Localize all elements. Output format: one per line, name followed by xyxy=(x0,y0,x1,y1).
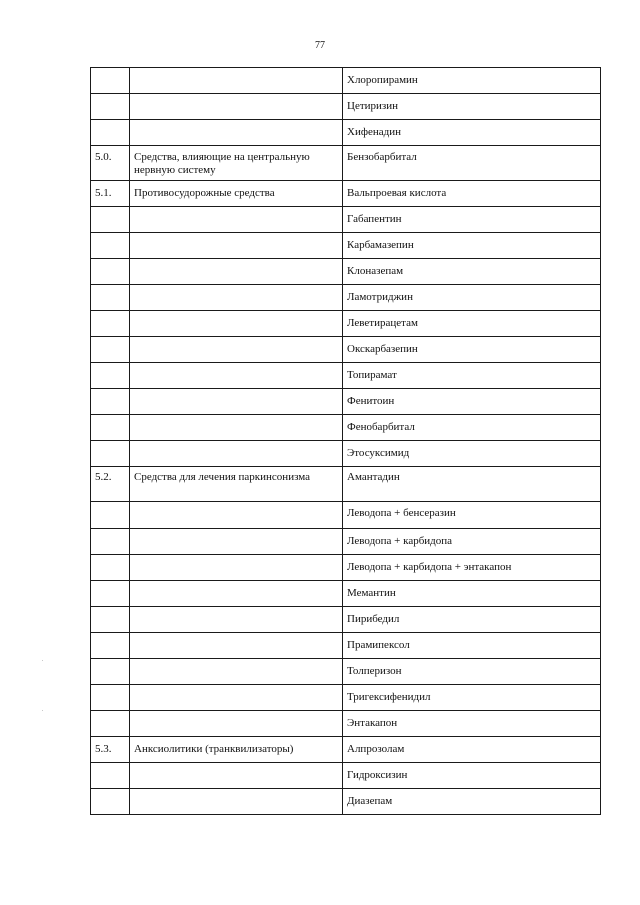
drug-group-cell: Средства, влияющие на центральную нервную систему xyxy=(130,146,343,181)
drug-name-cell: Окскарбазепин xyxy=(343,337,601,363)
section-number-cell xyxy=(91,311,130,337)
drug-name-cell: Габапентин xyxy=(343,207,601,233)
table-row xyxy=(91,94,601,120)
drug-name-cell: Фенобарбитал xyxy=(343,415,601,441)
drug-name-cell: Ламотриджин xyxy=(343,285,601,311)
drug-group-cell xyxy=(130,763,343,789)
table-row xyxy=(91,285,601,311)
table-row xyxy=(91,555,601,581)
section-number-cell xyxy=(91,363,130,389)
section-number-cell xyxy=(91,711,130,737)
drug-group-cell xyxy=(130,259,343,285)
table-row xyxy=(91,633,601,659)
section-number-cell xyxy=(91,529,130,555)
table-row xyxy=(91,68,601,94)
drug-group-cell xyxy=(130,581,343,607)
drug-name-cell: Этосуксимид xyxy=(343,441,601,467)
drug-group-cell xyxy=(130,68,343,94)
table-row xyxy=(91,120,601,146)
section-number-cell xyxy=(91,633,130,659)
section-number-cell xyxy=(91,68,130,94)
drug-name-cell: Вальпроевая кислота xyxy=(343,181,601,207)
section-number-cell xyxy=(91,659,130,685)
drug-group-cell xyxy=(130,789,343,815)
section-number-cell xyxy=(91,285,130,311)
drug-name-cell: Гидроксизин xyxy=(343,763,601,789)
table-row xyxy=(91,685,601,711)
drug-name-cell: Энтакапон xyxy=(343,711,601,737)
drug-group-cell xyxy=(130,363,343,389)
table-row xyxy=(91,737,601,763)
table-row xyxy=(91,181,601,207)
section-number-cell: 5.2. xyxy=(91,467,130,502)
table-row xyxy=(91,789,601,815)
drug-name-cell: Хлоропирамин xyxy=(343,68,601,94)
table-row xyxy=(91,467,601,502)
section-number-cell xyxy=(91,259,130,285)
table-row xyxy=(91,311,601,337)
section-number-cell xyxy=(91,763,130,789)
section-number-cell xyxy=(91,207,130,233)
drug-group-cell: Средства для лечения паркинсонизма xyxy=(130,467,343,502)
section-number-cell xyxy=(91,441,130,467)
section-number-cell xyxy=(91,389,130,415)
drug-group-cell xyxy=(130,502,343,529)
drug-name-cell: Цетиризин xyxy=(343,94,601,120)
drug-group-cell xyxy=(130,233,343,259)
table-row xyxy=(91,659,601,685)
drug-group-cell xyxy=(130,207,343,233)
drug-group-cell xyxy=(130,441,343,467)
drug-name-cell: Леводопа + карбидопа + энтакапон xyxy=(343,555,601,581)
section-number-cell xyxy=(91,120,130,146)
table-row xyxy=(91,337,601,363)
table-row xyxy=(91,146,601,181)
table-row xyxy=(91,529,601,555)
drug-group-cell xyxy=(130,311,343,337)
table-row xyxy=(91,441,601,467)
section-number-cell xyxy=(91,789,130,815)
drug-group-cell xyxy=(130,285,343,311)
table-row xyxy=(91,581,601,607)
section-number-cell xyxy=(91,555,130,581)
section-number-cell xyxy=(91,607,130,633)
drug-group-cell xyxy=(130,337,343,363)
section-number-cell: 5.1. xyxy=(91,181,130,207)
drug-name-cell: Хифенадин xyxy=(343,120,601,146)
table-row xyxy=(91,607,601,633)
drug-group-cell xyxy=(130,555,343,581)
section-number-cell xyxy=(91,502,130,529)
drug-name-cell: Леветирацетам xyxy=(343,311,601,337)
drug-group-cell xyxy=(130,529,343,555)
drug-name-cell: Фенитоин xyxy=(343,389,601,415)
drug-name-cell: Леводопа + карбидопа xyxy=(343,529,601,555)
table-row xyxy=(91,711,601,737)
section-number-cell xyxy=(91,233,130,259)
section-number-cell xyxy=(91,685,130,711)
drug-name-cell: Алпрозолам xyxy=(343,737,601,763)
drug-name-cell: Тригексифенидил xyxy=(343,685,601,711)
drug-group-cell xyxy=(130,711,343,737)
table-row xyxy=(91,363,601,389)
section-number-cell: 5.3. xyxy=(91,737,130,763)
table-row xyxy=(91,763,601,789)
drug-group-cell xyxy=(130,415,343,441)
drug-group-cell xyxy=(130,659,343,685)
scan-speck xyxy=(42,660,43,661)
drug-group-cell xyxy=(130,633,343,659)
page-number: 77 xyxy=(315,40,325,51)
section-number-cell xyxy=(91,94,130,120)
table-row xyxy=(91,207,601,233)
section-number-cell: 5.0. xyxy=(91,146,130,181)
drug-name-cell: Пирибедил xyxy=(343,607,601,633)
drug-list-table xyxy=(90,67,601,815)
table-row xyxy=(91,389,601,415)
section-number-cell xyxy=(91,415,130,441)
drug-group-cell xyxy=(130,94,343,120)
table-row xyxy=(91,415,601,441)
drug-group-cell xyxy=(130,389,343,415)
scan-speck xyxy=(42,710,43,711)
drug-name-cell: Толперизон xyxy=(343,659,601,685)
section-number-cell xyxy=(91,581,130,607)
drug-name-cell: Топирамат xyxy=(343,363,601,389)
drug-group-cell: Анксиолитики (транквилизаторы) xyxy=(130,737,343,763)
section-number-cell xyxy=(91,337,130,363)
drug-group-cell xyxy=(130,120,343,146)
drug-name-cell: Клоназепам xyxy=(343,259,601,285)
drug-name-cell: Амантадин xyxy=(343,467,601,502)
drug-name-cell: Карбамазепин xyxy=(343,233,601,259)
drug-group-cell xyxy=(130,685,343,711)
table-row xyxy=(91,259,601,285)
table-row xyxy=(91,233,601,259)
drug-name-cell: Мемантин xyxy=(343,581,601,607)
drug-group-cell: Противосудорожные средства xyxy=(130,181,343,207)
drug-name-cell: Диазепам xyxy=(343,789,601,815)
drug-name-cell: Бензобарбитал xyxy=(343,146,601,181)
drug-name-cell: Прамипексол xyxy=(343,633,601,659)
drug-group-cell xyxy=(130,607,343,633)
table-row xyxy=(91,502,601,529)
drug-name-cell: Леводопа + бенсеразин xyxy=(343,502,601,529)
